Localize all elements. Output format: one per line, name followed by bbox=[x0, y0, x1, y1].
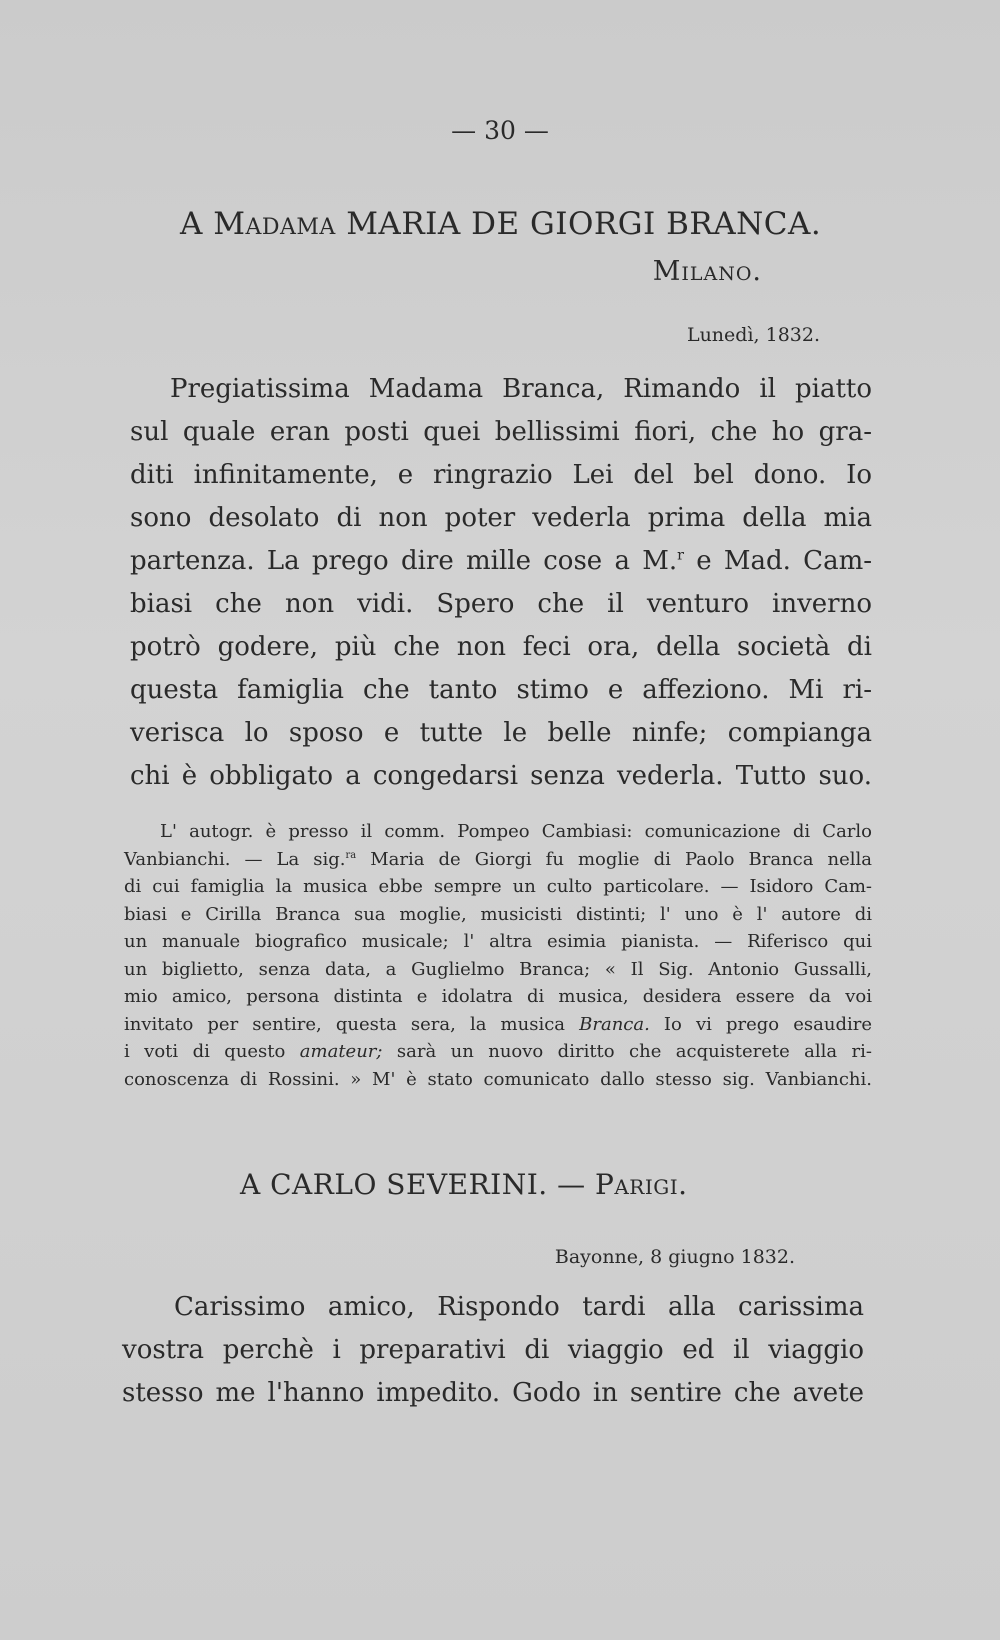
body-line bbox=[130, 540, 872, 583]
note-line: un manuale biografico musicale; l' altra esimia pianista. — Riferisco qui bbox=[124, 931, 872, 952]
body-line: diti infinitamente, e ringrazio Lei del bel dono. Io bbox=[130, 460, 872, 490]
note-italic: Branca. bbox=[579, 1013, 650, 1035]
note-italic: amateur; bbox=[299, 1041, 383, 1062]
note-text: sarà un nuovo diritto che acquisterete alla ri- bbox=[382, 1041, 873, 1062]
body-line: chi è obbligato a congedarsi senza vederla. Tutto suo. bbox=[130, 761, 872, 791]
note-line: biasi e Cirilla Branca sua moglie, musicisti distinti; l' uno è l' autore di bbox=[124, 903, 872, 925]
note-line bbox=[124, 846, 872, 874]
superscript: ra bbox=[345, 849, 357, 861]
note-text: Vanbianchi. — La sig. bbox=[124, 848, 346, 870]
heading-preposition: A bbox=[180, 206, 203, 242]
note-text: Maria de Giorgi fu moglie di Paolo Branca nella bbox=[356, 848, 872, 870]
note-line: di cui famiglia la musica ebbe sempre un culto particolare. — Isidoro Cam- bbox=[124, 876, 872, 897]
letter-date: Lunedì, 1832. bbox=[686, 324, 820, 346]
note-text: i voti di questo bbox=[124, 1041, 300, 1062]
body-line: potrò godere, più che non feci ora, della società di bbox=[130, 632, 872, 662]
page-number: — 30 — bbox=[451, 116, 549, 145]
note-line: L' autogr. è presso il comm. Pompeo Cambiasi: comunicazione di Carlo bbox=[160, 821, 872, 842]
body-line: sul quale eran posti quei bellissimi fiori, che ho gra- bbox=[130, 417, 872, 447]
note-line: conoscenza di Rossini. » M' è stato comunicato dallo stesso sig. Vanbianchi. bbox=[124, 1068, 872, 1090]
letter-body bbox=[122, 1286, 864, 1415]
heading-title: Madama bbox=[213, 206, 336, 242]
body-line: verisca lo sposo e tutte le belle ninfe; compianga bbox=[130, 718, 872, 748]
heading-recipient: MARIA DE GIORGI BRANCA. bbox=[346, 206, 822, 242]
body-line: questa famiglia che tanto stimo e affeziono. Mi ri- bbox=[130, 675, 872, 705]
note-line bbox=[124, 1038, 872, 1066]
note-line: un biglietto, senza data, a Guglielmo Branca; « Il Sig. Antonio Gussalli, bbox=[124, 958, 872, 980]
body-line: sono desolato di non poter vederla prima della mia bbox=[130, 503, 872, 533]
letter-heading bbox=[180, 206, 821, 242]
letter-heading bbox=[240, 1168, 688, 1201]
body-line: stesso me l'hanno impedito. Godo in sentire che avete bbox=[122, 1378, 864, 1408]
superscript: r bbox=[677, 547, 684, 564]
note-text: Io vi prego esaudire bbox=[649, 1013, 872, 1035]
note-line bbox=[124, 1011, 872, 1039]
body-text: e Mad. Cam- bbox=[683, 546, 873, 576]
footnote bbox=[124, 818, 872, 1093]
letter-body bbox=[130, 368, 872, 798]
heading-city: Parigi. bbox=[595, 1168, 688, 1201]
body-line: Carissimo amico, Rispondo tardi alla carissima bbox=[174, 1292, 864, 1322]
letter-city: Milano. bbox=[652, 256, 762, 287]
letter-date: Bayonne, 8 giugno 1832. bbox=[554, 1246, 795, 1268]
body-text: partenza. La prego dire mille cose a M. bbox=[130, 546, 678, 576]
body-line: Pregiatissima Madama Branca, Rimando il piatto bbox=[170, 374, 872, 404]
note-line: mio amico, persona distinta e idolatra di musica, desidera essere da voi bbox=[124, 986, 872, 1007]
body-line: biasi che non vidi. Spero che il venturo inverno bbox=[130, 589, 872, 619]
body-line: vostra perchè i preparativi di viaggio ed il viaggio bbox=[122, 1335, 864, 1365]
note-text: invitato per sentire, questa sera, la musica bbox=[124, 1013, 580, 1035]
heading-recipient: A CARLO SEVERINI. — bbox=[240, 1168, 586, 1201]
